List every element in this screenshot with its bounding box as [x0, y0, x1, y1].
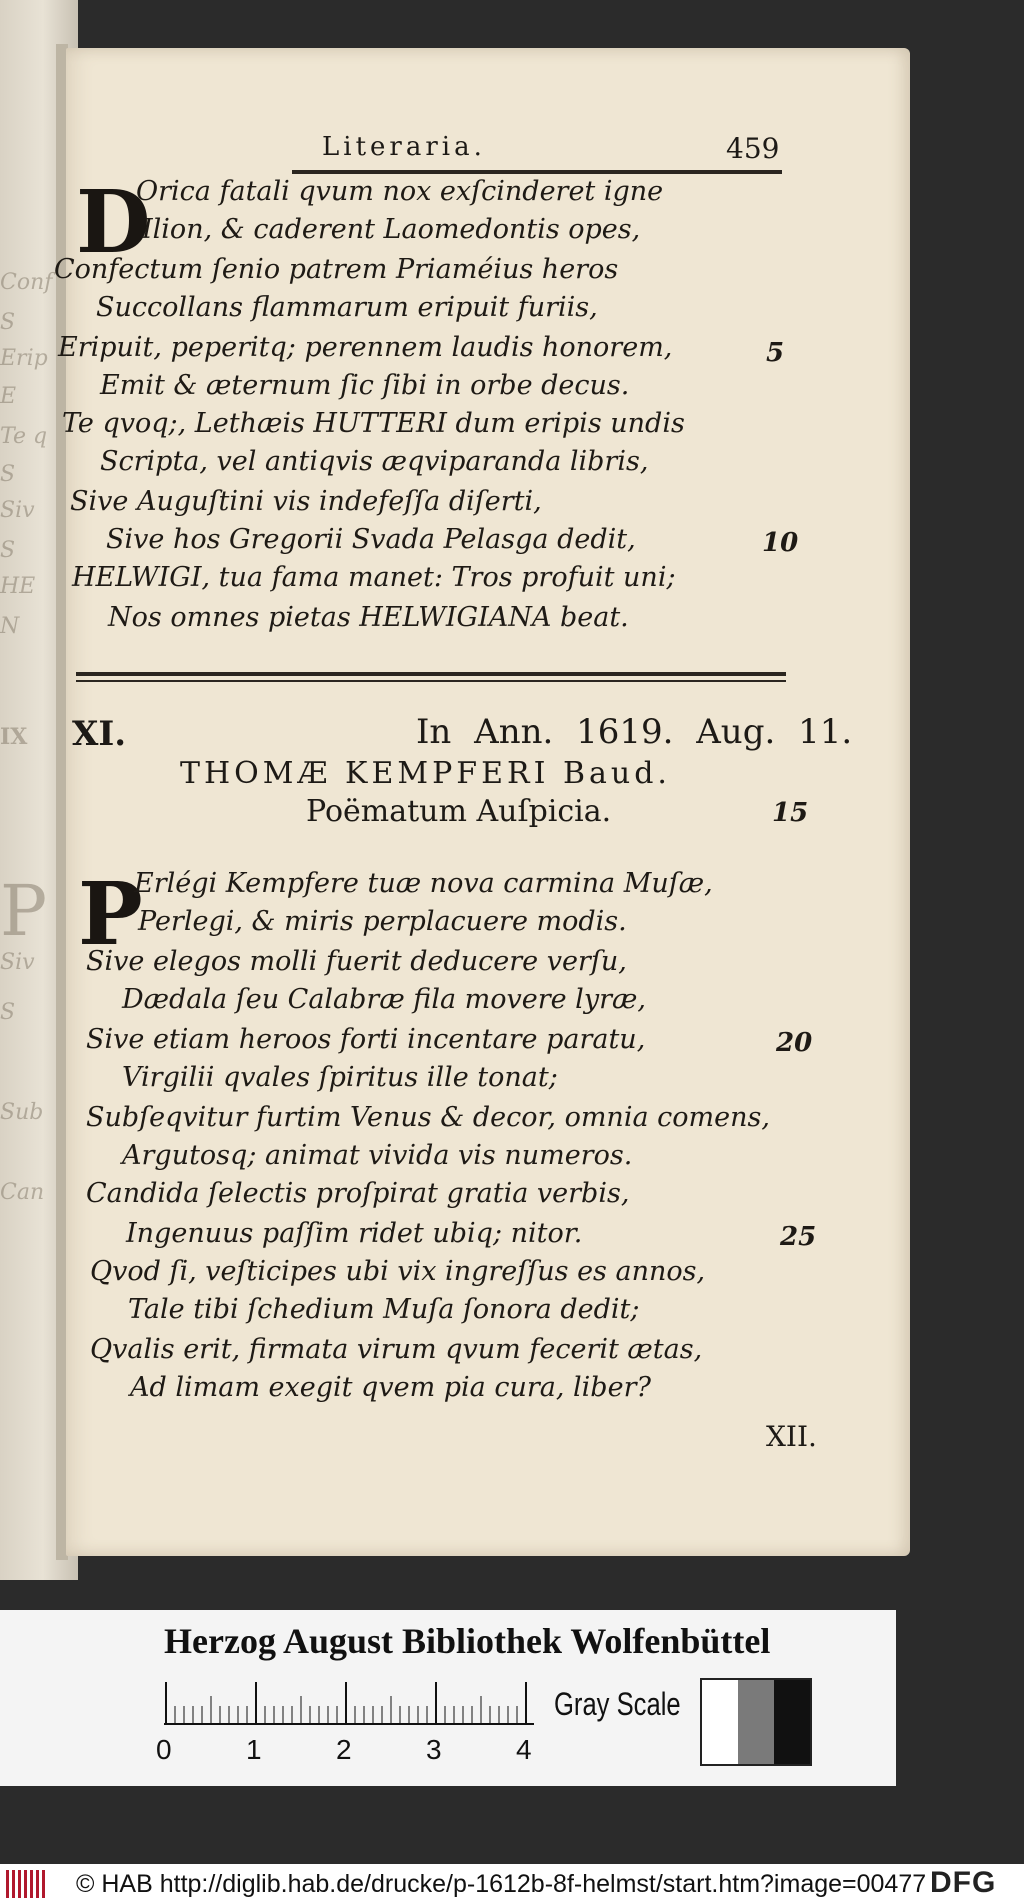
prev-page-fragment: IX — [0, 724, 28, 750]
verse-line: Ingenuus paſſim ridet ubiq; nitor. — [126, 1218, 583, 1249]
scale-ruler — [164, 1682, 536, 1726]
verse-line: Subſeqvitur furtim Venus & decor, omnia comens, — [86, 1102, 770, 1133]
section-number: XI. — [72, 714, 127, 754]
prev-page-fragment: S — [0, 310, 16, 335]
prev-page-fragment: Siv — [0, 950, 35, 975]
verse-line: Succollans flammarum eripuit furiis, — [96, 292, 598, 323]
verse-line: Te qvoq;, Lethæis HUTTERI dum eripis undis — [62, 408, 685, 439]
verse-line: Eripuit, peperitq; perennem laudis honorem, — [58, 332, 673, 363]
section-title: Poëmatum Auſpicia. — [306, 794, 612, 829]
prev-page-fragment: S — [0, 1000, 16, 1025]
dropcap: P — [78, 864, 143, 965]
verse-line: Sive etiam heroos forti incentare paratu, — [86, 1024, 646, 1055]
line-number: 20 — [776, 1028, 813, 1058]
verse-line: Sive hos Gregorii Svada Pelasga dedit, — [106, 524, 636, 555]
prev-page-fragment: N — [0, 614, 20, 639]
page-number: 459 — [726, 132, 780, 165]
line-number: 10 — [762, 528, 799, 558]
ruler-number: 0 — [156, 1734, 172, 1765]
gray-swatches — [700, 1678, 812, 1766]
verse-line: Ad limam exegit qvem pia cura, liber? — [130, 1372, 651, 1403]
verse-line: Emit & æternum ſic ſibi in orbe decus. — [100, 370, 630, 401]
prev-page-fragment: Sub — [0, 1100, 44, 1125]
gray-scale-label: Gray Scale — [554, 1686, 681, 1722]
source-url[interactable]: © HAB http://diglib.hab.de/drucke/p-1612b-8f-helmst/start.htm?image=00477 — [76, 1870, 927, 1898]
verse-line: Erlégi Kempfere tuæ nova carmina Muſæ, — [134, 868, 713, 899]
prev-page-fragment: P — [0, 870, 48, 952]
verse-line: Virgilii qvales ſpiritus ille tonat; — [122, 1062, 558, 1093]
verse-line: Sive elegos molli fuerit deducere verſu, — [86, 946, 627, 977]
gray-swatch — [738, 1680, 774, 1764]
library-name: Herzog August Bibliothek Wolfenbüttel — [164, 1621, 771, 1661]
verse-line: Dædala ſeu Calabræ fila movere lyræ, — [122, 984, 646, 1015]
prev-page-fragment: Conf — [0, 270, 53, 295]
hab-logo-icon — [6, 1870, 46, 1898]
verse-line: Confectum ſenio patrem Priaméius heros — [54, 254, 619, 285]
verse-line: Sive Auguſtini vis indefeſſa diſerti, — [70, 486, 542, 517]
catchword: XII. — [766, 1420, 817, 1453]
verse-line: Orica fatali qvum nox exſcinderet igne — [136, 176, 664, 207]
header-rule — [292, 170, 782, 174]
ruler-number: 1 — [246, 1734, 262, 1765]
section-author: THOMÆ KEMPFERI Baud. — [180, 756, 671, 791]
verse-line: Scripta, vel antiqvis æqviparanda libris, — [100, 446, 649, 477]
prev-page-fragment: S — [0, 462, 16, 487]
line-number: 5 — [766, 338, 785, 368]
section-rule — [76, 680, 786, 682]
book-page — [54, 48, 910, 1556]
verse-line: Ilion, & caderent Laomedontis opes, — [142, 214, 641, 245]
verse-line: Nos omnes pietas HELWIGIANA beat. — [108, 602, 629, 633]
color-calibration-card — [0, 1610, 896, 1786]
prev-page-fragment: HE — [0, 574, 36, 599]
section-date: In Ann. 1619. Aug. 11. — [416, 712, 853, 752]
prev-page-fragment: Siv — [0, 498, 35, 523]
dfg-logo: DFG — [930, 1866, 997, 1899]
prev-page-fragment: S — [0, 538, 16, 563]
dropcap: D — [76, 172, 151, 273]
ruler-number: 2 — [336, 1734, 352, 1765]
prev-page-fragment: E — [0, 384, 17, 409]
ruler-number: 3 — [426, 1734, 442, 1765]
verse-line: Candida ſelectis proſpirat gratia verbis, — [86, 1178, 630, 1209]
section-rule — [76, 672, 786, 676]
gray-swatch — [702, 1680, 738, 1764]
running-title: Literaria. — [322, 132, 486, 162]
verse-line: Qvod ſi, veſticipes ubi vix ingreſſus es annos, — [90, 1256, 706, 1287]
prev-page-fragment: Can — [0, 1180, 45, 1205]
line-number: 15 — [772, 798, 809, 828]
verse-line: Qvalis erit, firmata virum qvum fecerit ætas, — [90, 1334, 703, 1365]
gray-swatch — [774, 1680, 810, 1764]
ruler-number: 4 — [516, 1734, 532, 1765]
prev-page-fragment: Erip — [0, 346, 48, 371]
prev-page-fragment: Te q — [0, 424, 48, 449]
verse-line: HELWIGI, tua fama manet: Tros profuit uni; — [72, 562, 676, 593]
footer-bar — [0, 1864, 1024, 1904]
verse-line: Argutosq; animat vivida vis numeros. — [122, 1140, 633, 1171]
line-number: 25 — [780, 1222, 817, 1252]
running-head — [66, 132, 910, 172]
verse-line: Perlegi, & miris perplacuere modis. — [138, 906, 627, 937]
verse-line: Tale tibi ſchedium Muſa ſonora dedit; — [128, 1294, 640, 1325]
